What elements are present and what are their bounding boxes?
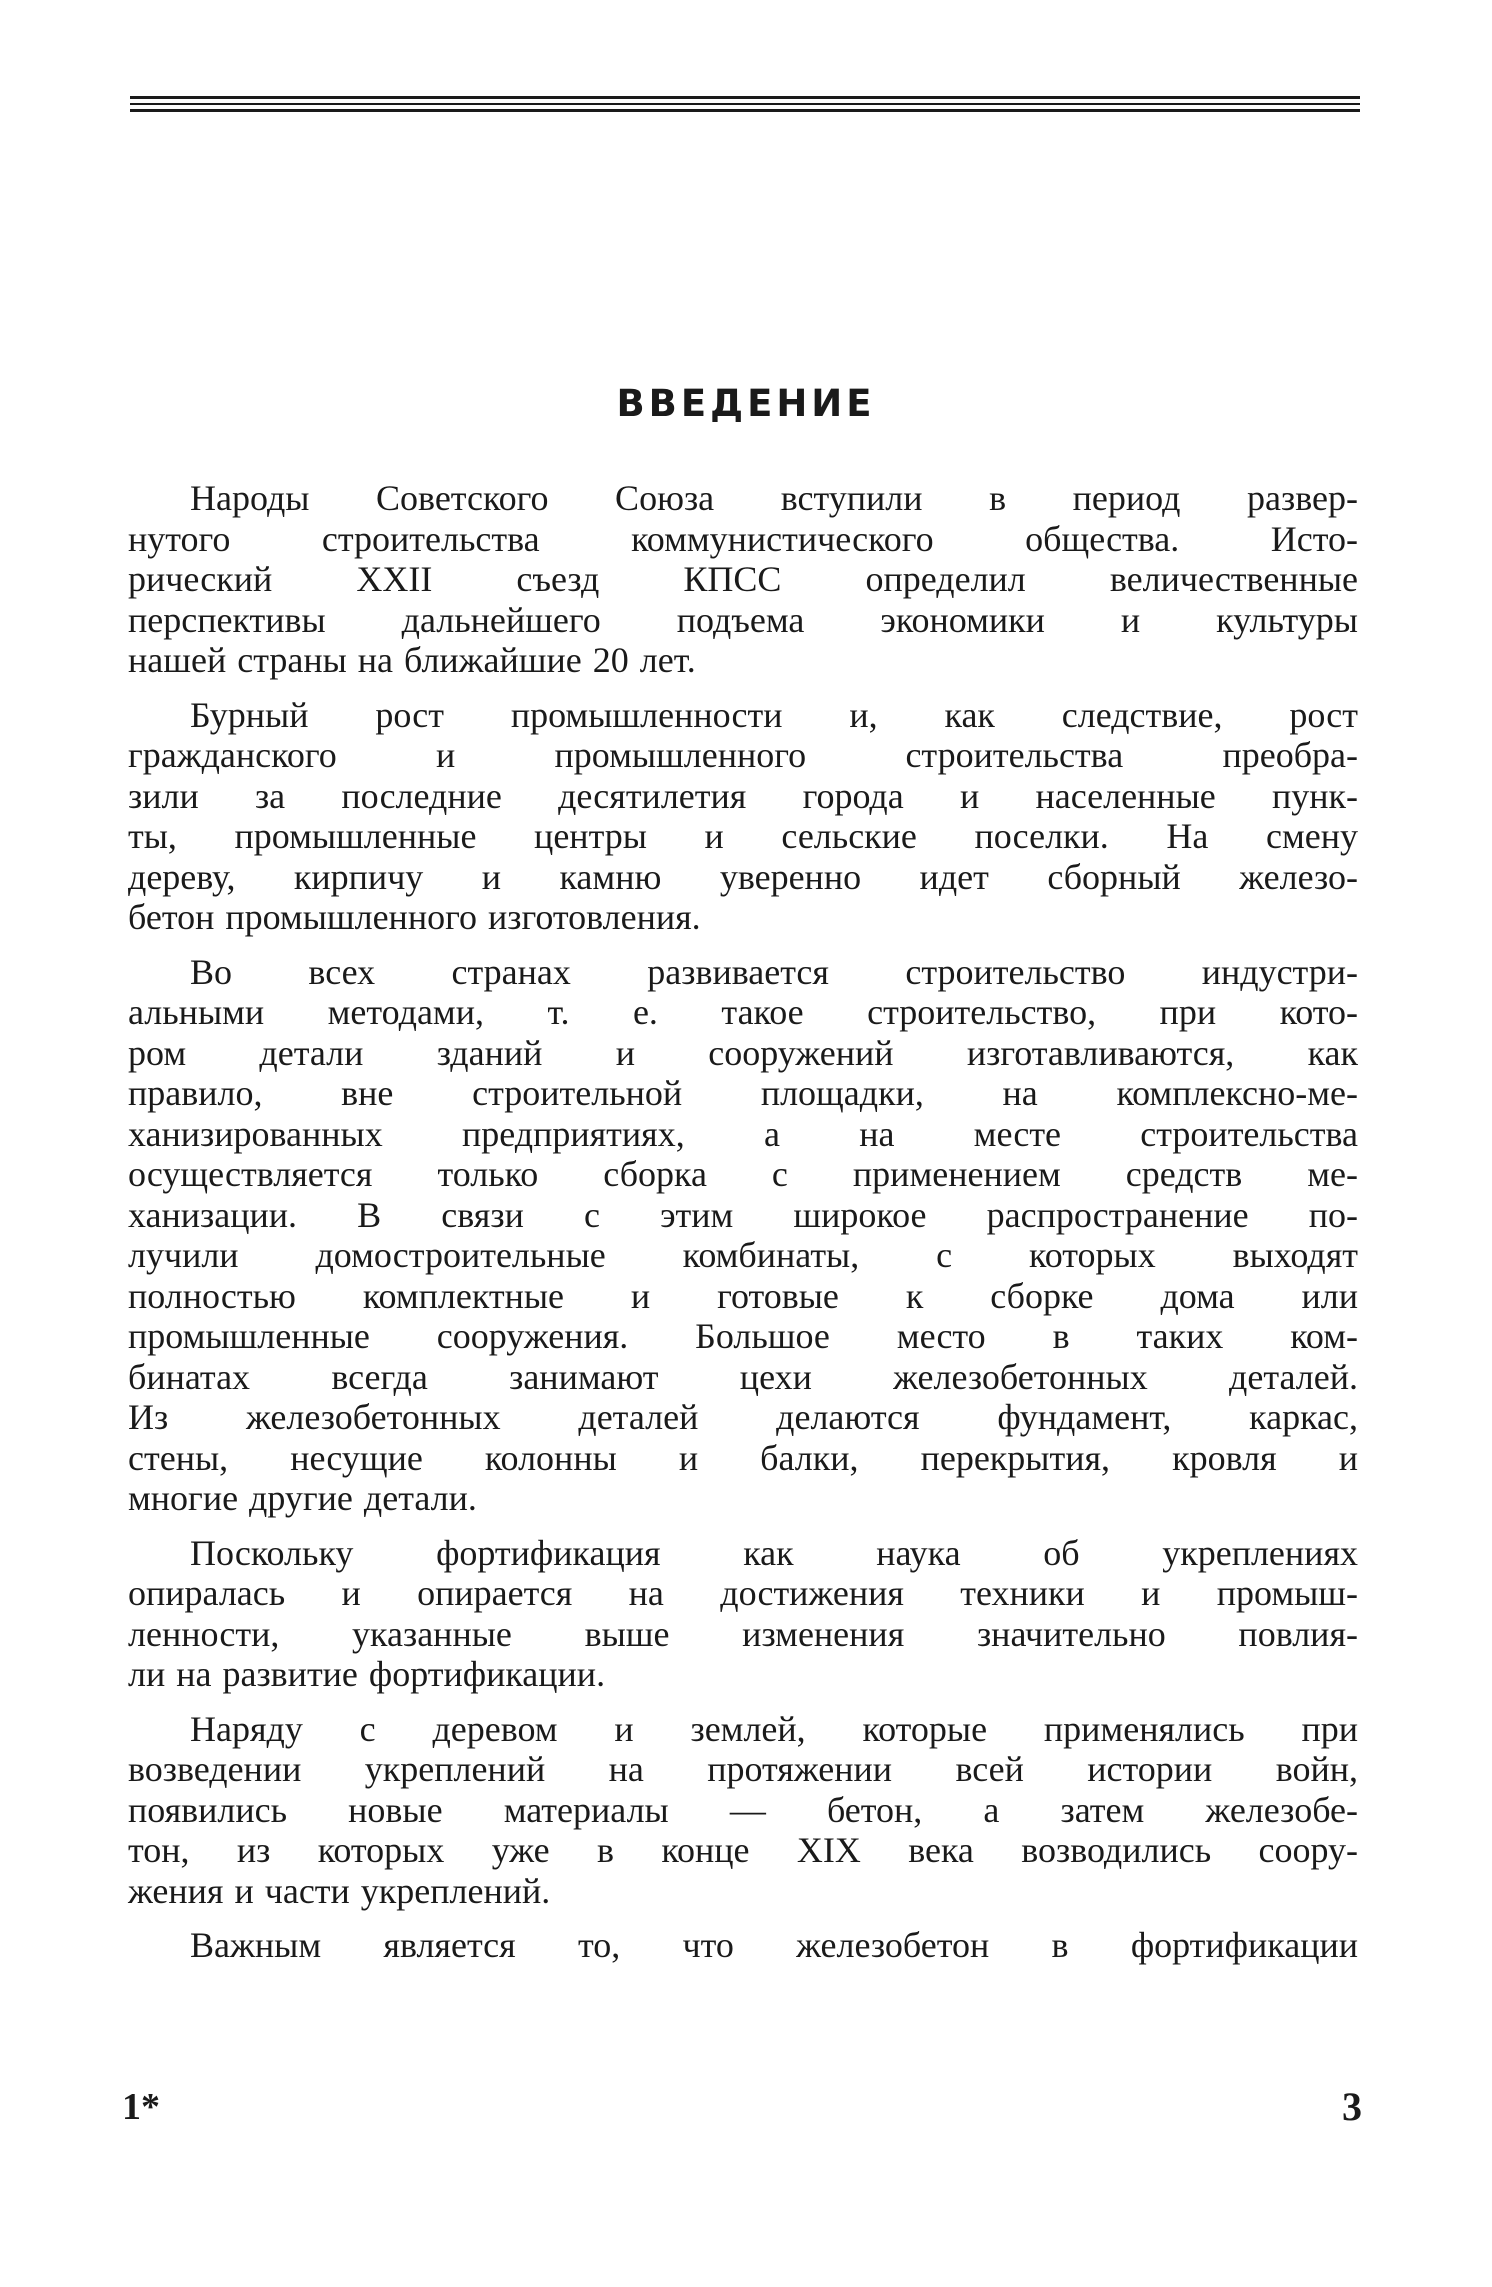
text-line: бинатах всегда занимают цехи железобетонных деталей. [128,1356,1358,1397]
text-line: Народы Советского Союза вступили в период развер- [190,478,1358,518]
header-rule-line [130,96,1360,99]
paragraph [128,952,1358,1519]
header-rule-line [130,109,1360,112]
text-line: возведении укреплений на протяжении всей истории войн, [128,1749,1358,1789]
text-line: опиралась и опирается на достижения техники и промыш- [128,1573,1358,1613]
text-line: многие другие детали. [128,1478,477,1518]
text-line: лучили домостроительные комбинаты, с которых выходят [128,1235,1358,1275]
text-line: жения и части укреплений. [128,1870,551,1911]
page-title: ВВЕДЕНИЕ [616,382,876,425]
text-line: нутого строительства коммунистического общества. Исто- [128,518,1358,559]
page-number: 3 [1342,2084,1362,2129]
text-line: Важным является то, что железобетон в фортификации [190,1925,1358,1965]
text-line: ленности, указанные выше изменения значительно повлия- [128,1613,1358,1654]
text-line: Поскольку фортификация как наука об укреплениях [190,1532,1358,1573]
paragraph [128,1925,1358,1966]
paragraph [128,478,1358,681]
text-line: тон, из которых уже в конце XIX века возводились соору- [128,1830,1358,1870]
text-line: стены, несущие колонны и балки, перекрытия, кровля и [128,1437,1358,1478]
text-line: Бурный рост промышленности и, как следствие, рост [190,694,1358,735]
signature-mark: 1* [122,2086,160,2128]
text-line: нашей страны на ближайшие 20 лет. [128,640,696,680]
paragraph [128,695,1358,938]
text-line: зили за последние десятилетия города и населенные пунк- [128,775,1358,816]
header-rule-line [130,103,1360,105]
text-line: альными методами, т. е. такое строительство, при кото- [128,992,1358,1032]
text-line: Во всех странах развивается строительство индустри- [190,951,1358,992]
text-line: ли на развитие фортификации. [128,1654,606,1694]
text-line: ром детали зданий и сооружений изготавливаются, как [128,1032,1358,1073]
text-line: гражданского и промышленного строительства преобра- [128,735,1358,775]
text-line: полностью комплектные и готовые к сборке дома или [128,1275,1358,1316]
text-line: ханизированных предприятиях, а на месте строительства [128,1113,1358,1154]
text-line: рический XXII съезд КПСС определил величественные [128,559,1358,599]
text-line: правило, вне строительной площадки, на комплексно-ме- [128,1073,1358,1113]
text-line: ханизации. В связи с этим широкое распространение по- [128,1194,1358,1235]
text-line: бетон промышленного изготовления. [128,897,701,937]
header-rule [130,96,1360,116]
text-line: промышленные сооружения. Большое место в таких ком- [128,1316,1358,1356]
text-line: ты, промышленные центры и сельские поселки. На смену [128,816,1358,856]
text-line: Наряду с деревом и землей, которые применялись при [190,1708,1358,1749]
text-line: появились новые материалы — бетон, а затем железобе- [128,1789,1358,1830]
text-line: Из железобетонных деталей делаются фундамент, каркас, [128,1397,1358,1437]
text-line: перспективы дальнейшего подъема экономики и культуры [128,599,1358,640]
paragraph [128,1709,1358,1912]
paragraph [128,1533,1358,1695]
text-line: дереву, кирпичу и камню уверенно идет сборный железо- [128,856,1358,897]
body-text [128,478,1358,1980]
text-line: осуществляется только сборка с применением средств ме- [128,1154,1358,1194]
